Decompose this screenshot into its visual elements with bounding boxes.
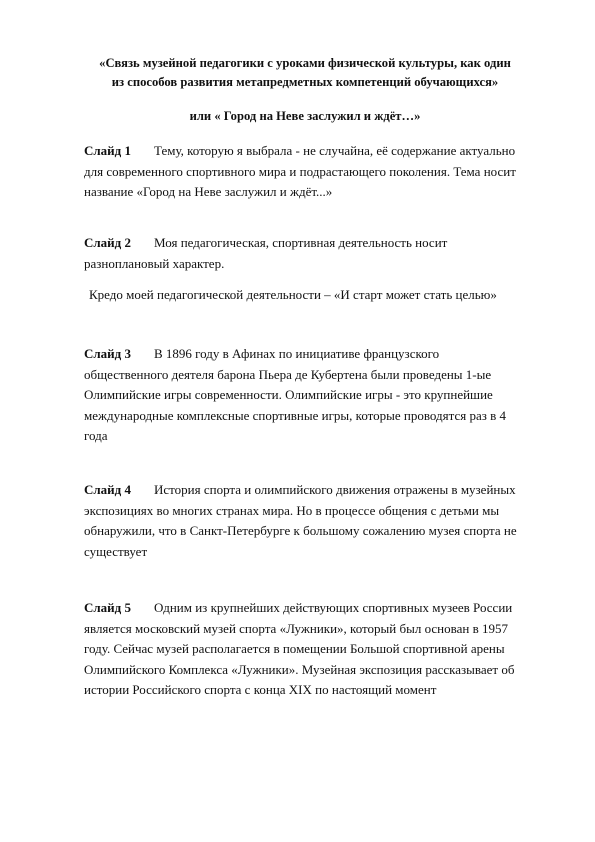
slide-3-line-1: Слайд 3 В 1896 году в Афинах по инициативе французского xyxy=(84,346,440,361)
slide-5-label: Слайд 5 xyxy=(84,600,131,615)
slide-5-line-4: Олимпийского Комплекса «Лужники». Музейная экспозиция рассказывает об xyxy=(84,661,515,677)
slide-2-line-1: Слайд 2 Моя педагогическая, спортивная деятельность носит xyxy=(84,235,448,250)
slide-4-line-4: существует xyxy=(84,543,148,559)
slide-5-line-3: году. Сейчас музей располагается в помещении Большой спортивной арены xyxy=(84,641,505,656)
slide-5-paragraph xyxy=(84,598,544,701)
slide-3-label: Слайд 3 xyxy=(84,346,131,361)
slide-3-line-3: Олимпийские игры современности. Олимпийские игры - это крупнейшие xyxy=(84,387,493,402)
slide-3-line-2: общественного деятеля барона Пьера де Кубертена были проведены 1-ые xyxy=(84,366,492,382)
slide-4-label: Слайд 4 xyxy=(84,482,131,497)
slide-3-paragraph xyxy=(84,344,544,447)
slide-1-line-3: название «Город на Неве заслужил и ждёт...» xyxy=(84,184,333,199)
slide-4-line-1: Слайд 4 История спорта и олимпийского движения отражены в музейных xyxy=(84,482,516,497)
slide-2-line-2: разноплановый характер. xyxy=(84,255,225,271)
pedagogical-motto: Кредо моей педагогической деятельности – «И старт может стать целью» xyxy=(89,287,497,302)
slide-1-line-1: Слайд 1 Тему, которую я выбрала - не случайна, её содержание актуально xyxy=(84,143,516,158)
slide-3-line-5: года xyxy=(84,428,108,443)
slide-4-line-2: экспозициях во многих странах мира. Но в процессе общения с детьми мы xyxy=(84,502,500,518)
document-subtitle: или « Город на Неве заслужил и ждёт…» xyxy=(189,109,421,123)
slide-3-line-4: международные комплексные спортивные игры, которые проводятся раз в 4 xyxy=(84,407,507,423)
title-line-1: «Связь музейной педагогики с уроками физической культуры, как один xyxy=(99,56,511,70)
slide-4-line-3: обнаружили, что в Санкт-Петербурге к большому сожалению музея спорта не xyxy=(84,523,517,538)
slide-1-label: Слайд 1 xyxy=(84,143,131,158)
slide-1-paragraph xyxy=(84,141,544,203)
slide-2-paragraph xyxy=(84,233,544,274)
slide-2-label: Слайд 2 xyxy=(84,235,131,250)
slide-1-line-2: для современного спортивного мира и подрастающего поколения. Тема носит xyxy=(84,163,516,179)
slide-4-paragraph xyxy=(84,480,544,562)
slide-5-line-1: Слайд 5 Одним из крупнейших действующих спортивных музеев России xyxy=(84,600,513,615)
slide-5-line-5: истории Российского спорта с конца XIX по настоящий момент xyxy=(84,682,437,697)
title-line-2: из способов развития метапредметных компетенций обучающихся» xyxy=(111,75,499,89)
document-title xyxy=(70,54,540,92)
slide-5-line-2: является московский музей спорта «Лужники», который был основан в 1957 xyxy=(84,620,508,636)
